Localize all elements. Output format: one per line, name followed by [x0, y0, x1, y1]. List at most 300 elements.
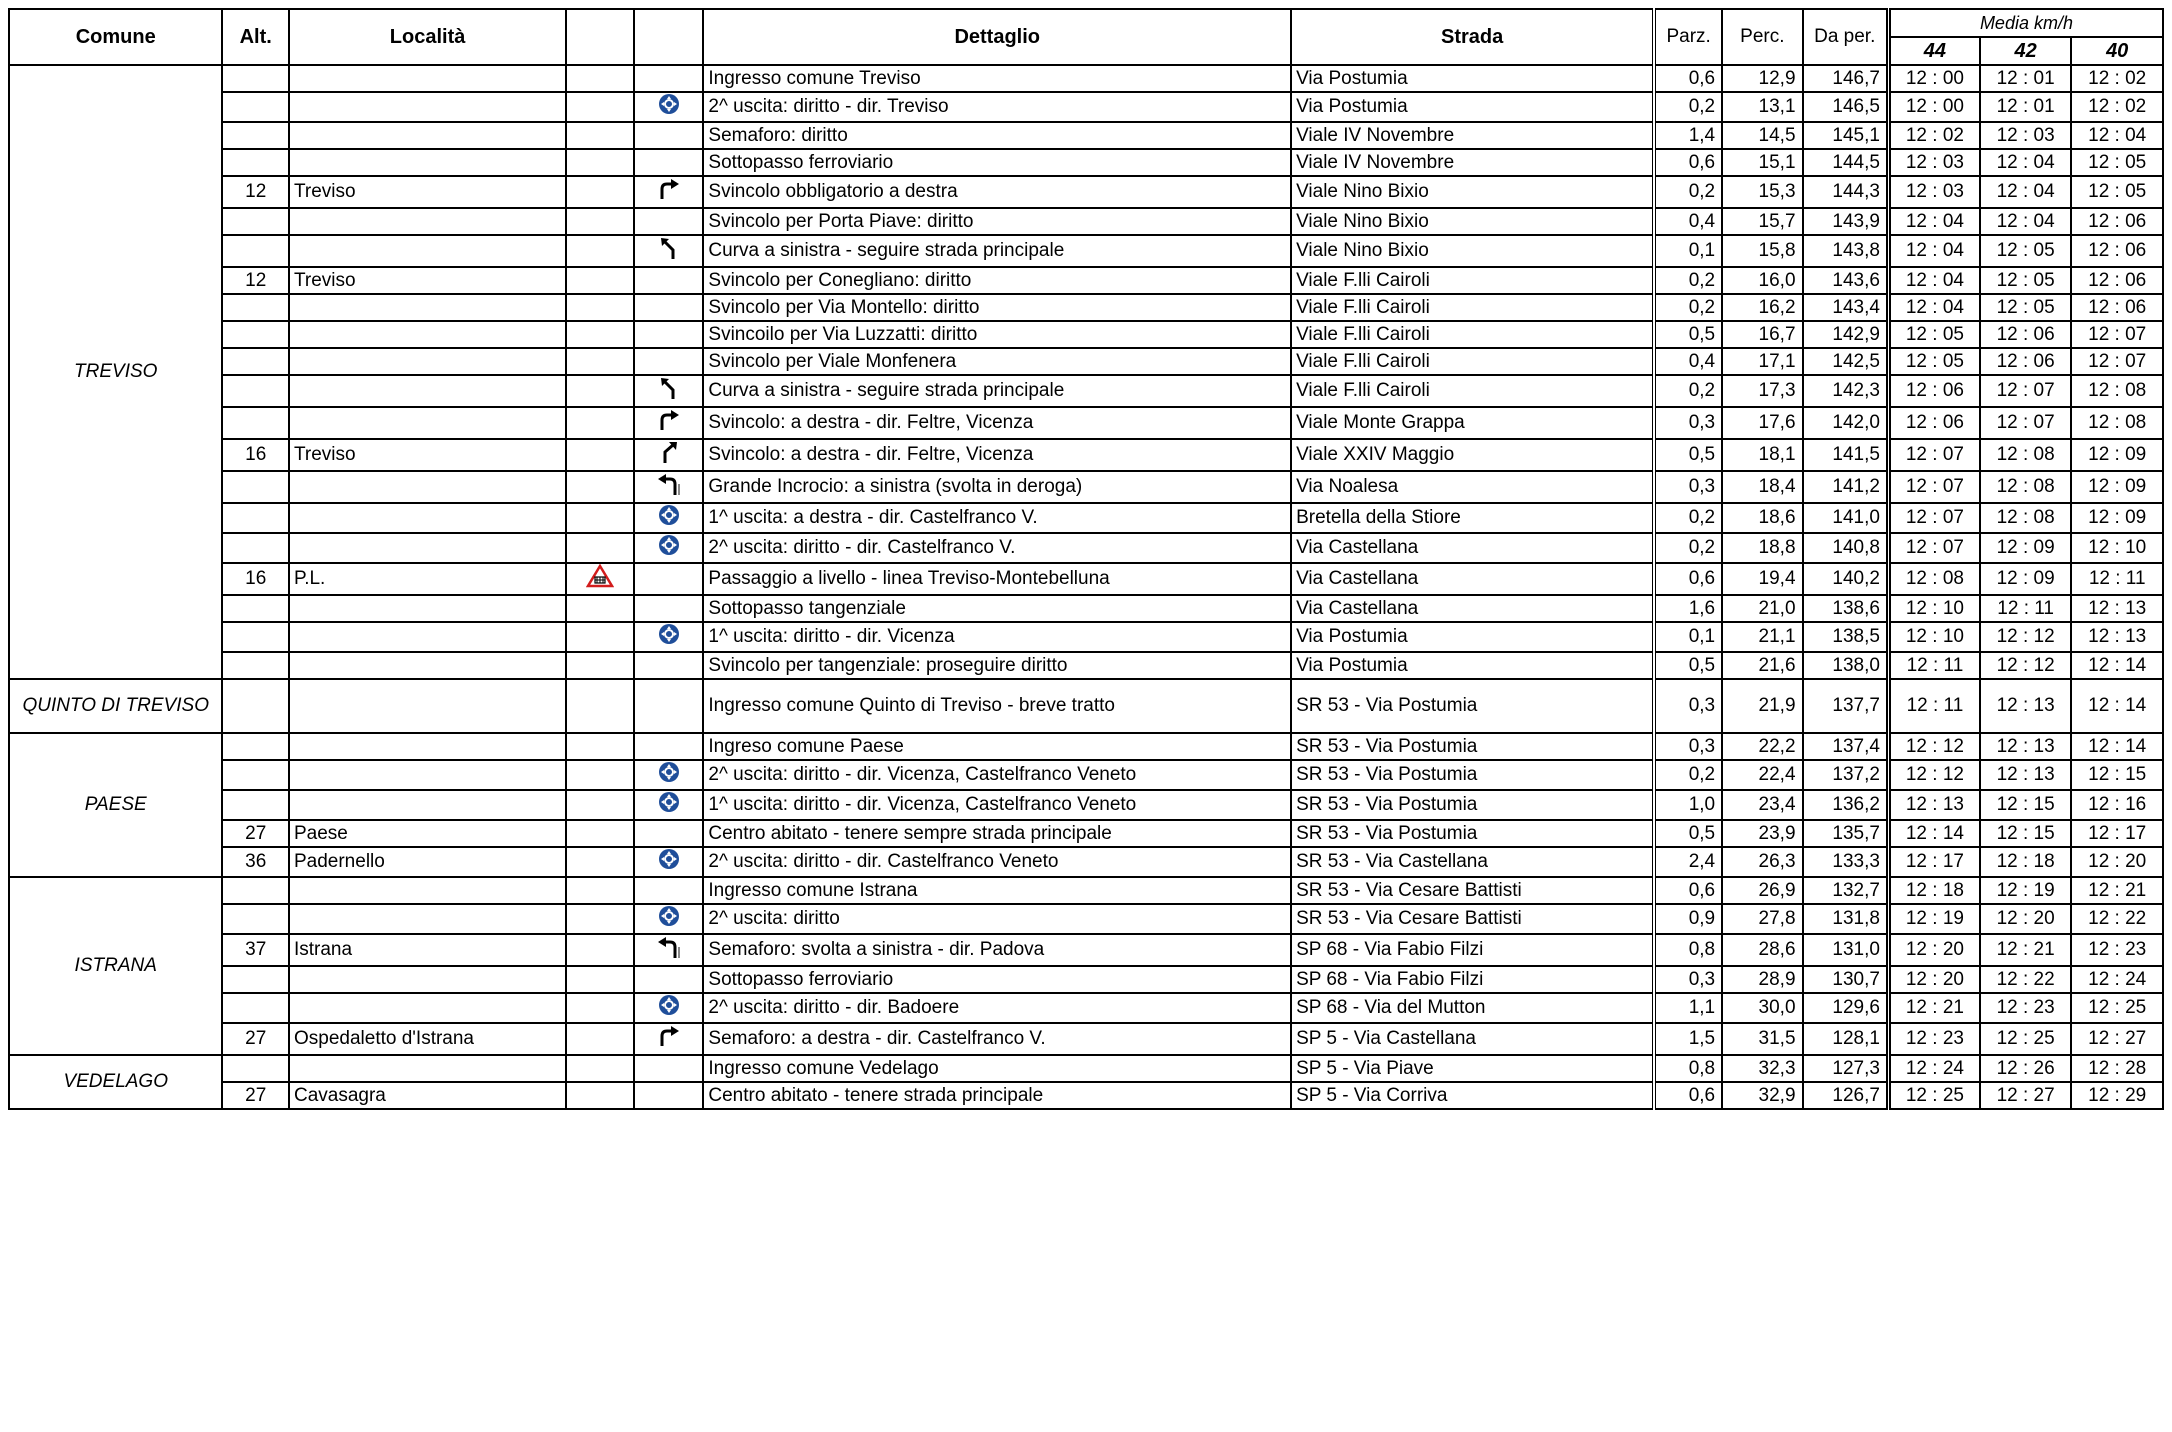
alt-cell: 36 [222, 847, 289, 877]
da-per-cell: 142,5 [1803, 348, 1889, 375]
alt-cell [222, 877, 289, 904]
strada-cell: Viale IV Novembre [1291, 122, 1654, 149]
time-40-cell: 12 : 06 [2071, 235, 2163, 267]
dettaglio-cell: 2^ uscita: diritto - dir. Castelfranco V. [703, 533, 1291, 563]
time-42-cell: 12 : 12 [1980, 652, 2071, 679]
warning-cell [566, 92, 634, 122]
dettaglio-cell: 2^ uscita: diritto - dir. Treviso [703, 92, 1291, 122]
alt-cell [222, 375, 289, 407]
time-44-cell: 12 : 04 [1888, 208, 1979, 235]
perc-cell: 28,9 [1722, 966, 1802, 993]
maneuver-cell [634, 820, 703, 847]
time-42-cell: 12 : 26 [1980, 1055, 2071, 1082]
maneuver-cell [634, 877, 703, 904]
maneuver-cell [634, 733, 703, 760]
table-row [9, 503, 2163, 533]
time-40-cell: 12 : 09 [2071, 503, 2163, 533]
maneuver-cell [634, 563, 703, 595]
strada-cell: Via Postumia [1291, 65, 1654, 92]
dettaglio-cell: Ingresso comune Vedelago [703, 1055, 1291, 1082]
parz-cell: 0,2 [1654, 294, 1722, 321]
alt-cell [222, 407, 289, 439]
roundabout-icon [658, 994, 680, 1022]
time-40-cell: 12 : 14 [2071, 679, 2163, 733]
strada-cell: SR 53 - Via Castellana [1291, 847, 1654, 877]
warning-cell [566, 439, 634, 471]
warning-cell [566, 533, 634, 563]
localita-cell [289, 471, 566, 503]
time-44-cell: 12 : 23 [1888, 1023, 1979, 1055]
time-40-cell: 12 : 04 [2071, 122, 2163, 149]
alt-cell [222, 533, 289, 563]
alt-cell: 27 [222, 1082, 289, 1109]
time-44-cell: 12 : 03 [1888, 149, 1979, 176]
time-44-cell: 12 : 06 [1888, 375, 1979, 407]
dettaglio-cell: Curva a sinistra - seguire strada principale [703, 235, 1291, 267]
da-per-cell: 146,5 [1803, 92, 1889, 122]
perc-cell: 17,6 [1722, 407, 1802, 439]
comune-cell: QUINTO DI TREVISO [9, 679, 222, 733]
dettaglio-cell: 2^ uscita: diritto - dir. Castelfranco Veneto [703, 847, 1291, 877]
perc-cell: 22,2 [1722, 733, 1802, 760]
da-per-cell: 146,7 [1803, 65, 1889, 92]
da-per-cell: 140,8 [1803, 533, 1889, 563]
warning-cell [566, 652, 634, 679]
table-row [9, 652, 2163, 679]
strada-cell: SR 53 - Via Postumia [1291, 679, 1654, 733]
maneuver-cell [634, 1023, 703, 1055]
dettaglio-cell: Semaforo: a destra - dir. Castelfranco V. [703, 1023, 1291, 1055]
strada-cell: SR 53 - Via Postumia [1291, 820, 1654, 847]
strada-cell: Viale Nino Bixio [1291, 235, 1654, 267]
perc-cell: 23,4 [1722, 790, 1802, 820]
time-44-cell: 12 : 17 [1888, 847, 1979, 877]
perc-cell: 15,7 [1722, 208, 1802, 235]
time-42-cell: 12 : 04 [1980, 208, 2071, 235]
time-44-cell: 12 : 11 [1888, 679, 1979, 733]
time-40-cell: 12 : 08 [2071, 407, 2163, 439]
strada-cell: Viale IV Novembre [1291, 149, 1654, 176]
time-40-cell: 12 : 24 [2071, 966, 2163, 993]
parz-cell: 0,3 [1654, 471, 1722, 503]
localita-cell [289, 622, 566, 652]
time-44-cell: 12 : 20 [1888, 966, 1979, 993]
dettaglio-cell: Svincolo obbligatorio a destra [703, 176, 1291, 208]
alt-cell [222, 993, 289, 1023]
da-per-cell: 129,6 [1803, 993, 1889, 1023]
time-40-cell: 12 : 13 [2071, 595, 2163, 622]
dettaglio-cell: 2^ uscita: diritto [703, 904, 1291, 934]
perc-cell: 18,4 [1722, 471, 1802, 503]
parz-cell: 0,6 [1654, 877, 1722, 904]
time-44-cell: 12 : 10 [1888, 595, 1979, 622]
time-44-cell: 12 : 19 [1888, 904, 1979, 934]
da-per-cell: 143,9 [1803, 208, 1889, 235]
alt-cell [222, 471, 289, 503]
maneuver-cell [634, 294, 703, 321]
localita-cell: Cavasagra [289, 1082, 566, 1109]
roundabout-icon [658, 791, 680, 819]
time-40-cell: 12 : 05 [2071, 149, 2163, 176]
table-row [9, 122, 2163, 149]
header-speed-44: 44 [1888, 37, 1979, 65]
turn-right-icon [657, 1024, 681, 1054]
time-40-cell: 12 : 20 [2071, 847, 2163, 877]
warning-cell [566, 760, 634, 790]
perc-cell: 15,8 [1722, 235, 1802, 267]
da-per-cell: 127,3 [1803, 1055, 1889, 1082]
localita-cell [289, 760, 566, 790]
table-row [9, 679, 2163, 733]
strada-cell: SR 53 - Via Postumia [1291, 733, 1654, 760]
localita-cell [289, 503, 566, 533]
da-per-cell: 143,8 [1803, 235, 1889, 267]
localita-cell [289, 65, 566, 92]
strada-cell: Via Noalesa [1291, 471, 1654, 503]
localita-cell: Treviso [289, 267, 566, 294]
localita-cell: Istrana [289, 934, 566, 966]
perc-cell: 18,8 [1722, 533, 1802, 563]
strada-cell: Via Castellana [1291, 595, 1654, 622]
warning-cell [566, 934, 634, 966]
da-per-cell: 132,7 [1803, 877, 1889, 904]
warning-cell [566, 595, 634, 622]
perc-cell: 15,1 [1722, 149, 1802, 176]
time-40-cell: 12 : 21 [2071, 877, 2163, 904]
dettaglio-cell: Sottopasso ferroviario [703, 966, 1291, 993]
da-per-cell: 133,3 [1803, 847, 1889, 877]
warning-cell [566, 65, 634, 92]
maneuver-cell [634, 904, 703, 934]
da-per-cell: 138,6 [1803, 595, 1889, 622]
perc-cell: 32,3 [1722, 1055, 1802, 1082]
strada-cell: Via Castellana [1291, 563, 1654, 595]
localita-cell [289, 533, 566, 563]
time-40-cell: 12 : 10 [2071, 533, 2163, 563]
warning-cell [566, 877, 634, 904]
da-per-cell: 126,7 [1803, 1082, 1889, 1109]
time-44-cell: 12 : 25 [1888, 1082, 1979, 1109]
perc-cell: 26,3 [1722, 847, 1802, 877]
time-44-cell: 12 : 05 [1888, 321, 1979, 348]
warning-cell [566, 790, 634, 820]
maneuver-cell [634, 235, 703, 267]
strada-cell: Bretella della Stiore [1291, 503, 1654, 533]
time-42-cell: 12 : 03 [1980, 122, 2071, 149]
bear-left-icon [657, 376, 681, 406]
time-44-cell: 12 : 07 [1888, 471, 1979, 503]
maneuver-cell [634, 208, 703, 235]
maneuver-cell [634, 1055, 703, 1082]
table-row [9, 733, 2163, 760]
warning-cell [566, 563, 634, 595]
alt-cell [222, 760, 289, 790]
parz-cell: 0,3 [1654, 407, 1722, 439]
alt-cell: 16 [222, 439, 289, 471]
da-per-cell: 137,2 [1803, 760, 1889, 790]
time-42-cell: 12 : 01 [1980, 92, 2071, 122]
parz-cell: 0,2 [1654, 533, 1722, 563]
dettaglio-cell: Sottopasso tangenziale [703, 595, 1291, 622]
time-44-cell: 12 : 14 [1888, 820, 1979, 847]
warning-cell [566, 503, 634, 533]
table-row [9, 993, 2163, 1023]
time-40-cell: 12 : 06 [2071, 294, 2163, 321]
time-42-cell: 12 : 19 [1980, 877, 2071, 904]
table-row [9, 966, 2163, 993]
dettaglio-cell: 1^ uscita: diritto - dir. Vicenza [703, 622, 1291, 652]
da-per-cell: 136,2 [1803, 790, 1889, 820]
time-40-cell: 12 : 14 [2071, 652, 2163, 679]
warning-cell [566, 904, 634, 934]
da-per-cell: 141,5 [1803, 439, 1889, 471]
time-40-cell: 12 : 15 [2071, 760, 2163, 790]
parz-cell: 1,1 [1654, 993, 1722, 1023]
maneuver-cell [634, 934, 703, 966]
time-44-cell: 12 : 04 [1888, 267, 1979, 294]
maneuver-cell [634, 679, 703, 733]
alt-cell [222, 652, 289, 679]
turn-right-icon [657, 408, 681, 438]
dettaglio-cell: Ingresso comune Istrana [703, 877, 1291, 904]
da-per-cell: 138,0 [1803, 652, 1889, 679]
table-row [9, 595, 2163, 622]
dettaglio-cell: Semaforo: diritto [703, 122, 1291, 149]
roundabout-icon [658, 905, 680, 933]
time-42-cell: 12 : 13 [1980, 679, 2071, 733]
time-42-cell: 12 : 15 [1980, 790, 2071, 820]
localita-cell [289, 966, 566, 993]
time-42-cell: 12 : 25 [1980, 1023, 2071, 1055]
maneuver-cell [634, 595, 703, 622]
time-40-cell: 12 : 29 [2071, 1082, 2163, 1109]
maneuver-cell [634, 760, 703, 790]
perc-cell: 16,7 [1722, 321, 1802, 348]
alt-cell [222, 503, 289, 533]
parz-cell: 0,4 [1654, 348, 1722, 375]
warning-cell [566, 733, 634, 760]
alt-cell: 27 [222, 820, 289, 847]
warning-cell [566, 149, 634, 176]
time-44-cell: 12 : 08 [1888, 563, 1979, 595]
strada-cell: SP 68 - Via del Mutton [1291, 993, 1654, 1023]
da-per-cell: 131,0 [1803, 934, 1889, 966]
localita-cell [289, 294, 566, 321]
warning-cell [566, 208, 634, 235]
time-40-cell: 12 : 13 [2071, 622, 2163, 652]
table-row [9, 847, 2163, 877]
table-row [9, 267, 2163, 294]
alt-cell [222, 122, 289, 149]
warning-cell [566, 375, 634, 407]
time-42-cell: 12 : 07 [1980, 375, 2071, 407]
table-row [9, 439, 2163, 471]
parz-cell: 0,3 [1654, 733, 1722, 760]
alt-cell [222, 294, 289, 321]
strada-cell: Viale Monte Grappa [1291, 407, 1654, 439]
alt-cell [222, 1055, 289, 1082]
dettaglio-cell: Centro abitato - tenere sempre strada principale [703, 820, 1291, 847]
warning-cell [566, 1055, 634, 1082]
localita-cell [289, 733, 566, 760]
dettaglio-cell: Svincolo per Conegliano: diritto [703, 267, 1291, 294]
alt-cell [222, 679, 289, 733]
time-44-cell: 12 : 07 [1888, 533, 1979, 563]
perc-cell: 13,1 [1722, 92, 1802, 122]
perc-cell: 17,3 [1722, 375, 1802, 407]
time-42-cell: 12 : 08 [1980, 471, 2071, 503]
parz-cell: 0,1 [1654, 622, 1722, 652]
warning-cell [566, 679, 634, 733]
time-40-cell: 12 : 14 [2071, 733, 2163, 760]
localita-cell [289, 595, 566, 622]
parz-cell: 1,6 [1654, 595, 1722, 622]
perc-cell: 17,1 [1722, 348, 1802, 375]
maneuver-cell [634, 122, 703, 149]
comune-cell: PAESE [9, 733, 222, 877]
table-row [9, 1023, 2163, 1055]
strada-cell: Via Castellana [1291, 533, 1654, 563]
strada-cell: Viale F.lli Cairoli [1291, 267, 1654, 294]
localita-cell [289, 348, 566, 375]
alt-cell [222, 622, 289, 652]
perc-cell: 23,9 [1722, 820, 1802, 847]
dettaglio-cell: Svincolo per Via Montello: diritto [703, 294, 1291, 321]
alt-cell: 12 [222, 267, 289, 294]
alt-cell: 12 [222, 176, 289, 208]
da-per-cell: 143,6 [1803, 267, 1889, 294]
table-row [9, 622, 2163, 652]
table-row [9, 92, 2163, 122]
warning-cell [566, 847, 634, 877]
roundabout-icon [658, 93, 680, 121]
time-44-cell: 12 : 02 [1888, 122, 1979, 149]
strada-cell: SR 53 - Via Cesare Battisti [1291, 877, 1654, 904]
parz-cell: 0,3 [1654, 966, 1722, 993]
alt-cell [222, 348, 289, 375]
time-40-cell: 12 : 07 [2071, 348, 2163, 375]
maneuver-cell [634, 966, 703, 993]
alt-cell [222, 733, 289, 760]
header-localita: Località [289, 9, 566, 65]
table-row [9, 348, 2163, 375]
localita-cell [289, 407, 566, 439]
parz-cell: 0,8 [1654, 934, 1722, 966]
parz-cell: 0,1 [1654, 235, 1722, 267]
table-row [9, 563, 2163, 595]
parz-cell: 1,4 [1654, 122, 1722, 149]
strada-cell: SR 53 - Via Postumia [1291, 760, 1654, 790]
strada-cell: Viale F.lli Cairoli [1291, 321, 1654, 348]
localita-cell [289, 877, 566, 904]
bear-left-icon [657, 236, 681, 266]
warning-cell [566, 622, 634, 652]
perc-cell: 16,0 [1722, 267, 1802, 294]
strada-cell: Viale XXIV Maggio [1291, 439, 1654, 471]
da-per-cell: 137,4 [1803, 733, 1889, 760]
parz-cell: 0,3 [1654, 679, 1722, 733]
header-comune: Comune [9, 9, 222, 65]
warning-cell [566, 348, 634, 375]
parz-cell: 2,4 [1654, 847, 1722, 877]
time-44-cell: 12 : 04 [1888, 235, 1979, 267]
maneuver-cell [634, 503, 703, 533]
localita-cell [289, 208, 566, 235]
turn-left-icon [656, 935, 682, 965]
dettaglio-cell: Ingresso comune Treviso [703, 65, 1291, 92]
time-42-cell: 12 : 07 [1980, 407, 2071, 439]
time-40-cell: 12 : 02 [2071, 65, 2163, 92]
strada-cell: Viale Nino Bixio [1291, 208, 1654, 235]
time-40-cell: 12 : 28 [2071, 1055, 2163, 1082]
header-alt: Alt. [222, 9, 289, 65]
parz-cell: 0,8 [1654, 1055, 1722, 1082]
table-row [9, 820, 2163, 847]
da-per-cell: 143,4 [1803, 294, 1889, 321]
perc-cell: 28,6 [1722, 934, 1802, 966]
perc-cell: 26,9 [1722, 877, 1802, 904]
header-speed-42: 42 [1980, 37, 2071, 65]
da-per-cell: 137,7 [1803, 679, 1889, 733]
da-per-cell: 135,7 [1803, 820, 1889, 847]
maneuver-cell [634, 439, 703, 471]
header-strada: Strada [1291, 9, 1654, 65]
dettaglio-cell: Ingresso comune Quinto di Treviso - breve tratto [703, 679, 1291, 733]
maneuver-cell [634, 65, 703, 92]
maneuver-cell [634, 267, 703, 294]
warning-cell [566, 407, 634, 439]
perc-cell: 21,1 [1722, 622, 1802, 652]
parz-cell: 0,4 [1654, 208, 1722, 235]
da-per-cell: 140,2 [1803, 563, 1889, 595]
time-42-cell: 12 : 06 [1980, 321, 2071, 348]
time-42-cell: 12 : 15 [1980, 820, 2071, 847]
comune-cell: VEDELAGO [9, 1055, 222, 1109]
da-per-cell: 128,1 [1803, 1023, 1889, 1055]
time-44-cell: 12 : 13 [1888, 790, 1979, 820]
time-44-cell: 12 : 03 [1888, 176, 1979, 208]
perc-cell: 14,5 [1722, 122, 1802, 149]
localita-cell [289, 790, 566, 820]
warning-cell [566, 321, 634, 348]
perc-cell: 32,9 [1722, 1082, 1802, 1109]
localita-cell: Treviso [289, 439, 566, 471]
comune-cell: TREVISO [9, 65, 222, 679]
perc-cell: 18,1 [1722, 439, 1802, 471]
header-dettaglio: Dettaglio [703, 9, 1291, 65]
table-row [9, 208, 2163, 235]
maneuver-cell [634, 790, 703, 820]
maneuver-cell [634, 348, 703, 375]
perc-cell: 22,4 [1722, 760, 1802, 790]
table-row [9, 877, 2163, 904]
parz-cell: 0,6 [1654, 149, 1722, 176]
perc-cell: 21,0 [1722, 595, 1802, 622]
alt-cell [222, 904, 289, 934]
time-44-cell: 12 : 11 [1888, 652, 1979, 679]
strada-cell: SR 53 - Via Cesare Battisti [1291, 904, 1654, 934]
parz-cell: 0,5 [1654, 439, 1722, 471]
time-42-cell: 12 : 13 [1980, 733, 2071, 760]
time-42-cell: 12 : 04 [1980, 149, 2071, 176]
da-per-cell: 145,1 [1803, 122, 1889, 149]
warning-cell [566, 294, 634, 321]
time-44-cell: 12 : 00 [1888, 65, 1979, 92]
time-44-cell: 12 : 00 [1888, 92, 1979, 122]
time-40-cell: 12 : 05 [2071, 176, 2163, 208]
table-row [9, 904, 2163, 934]
strada-cell: SP 5 - Via Piave [1291, 1055, 1654, 1082]
